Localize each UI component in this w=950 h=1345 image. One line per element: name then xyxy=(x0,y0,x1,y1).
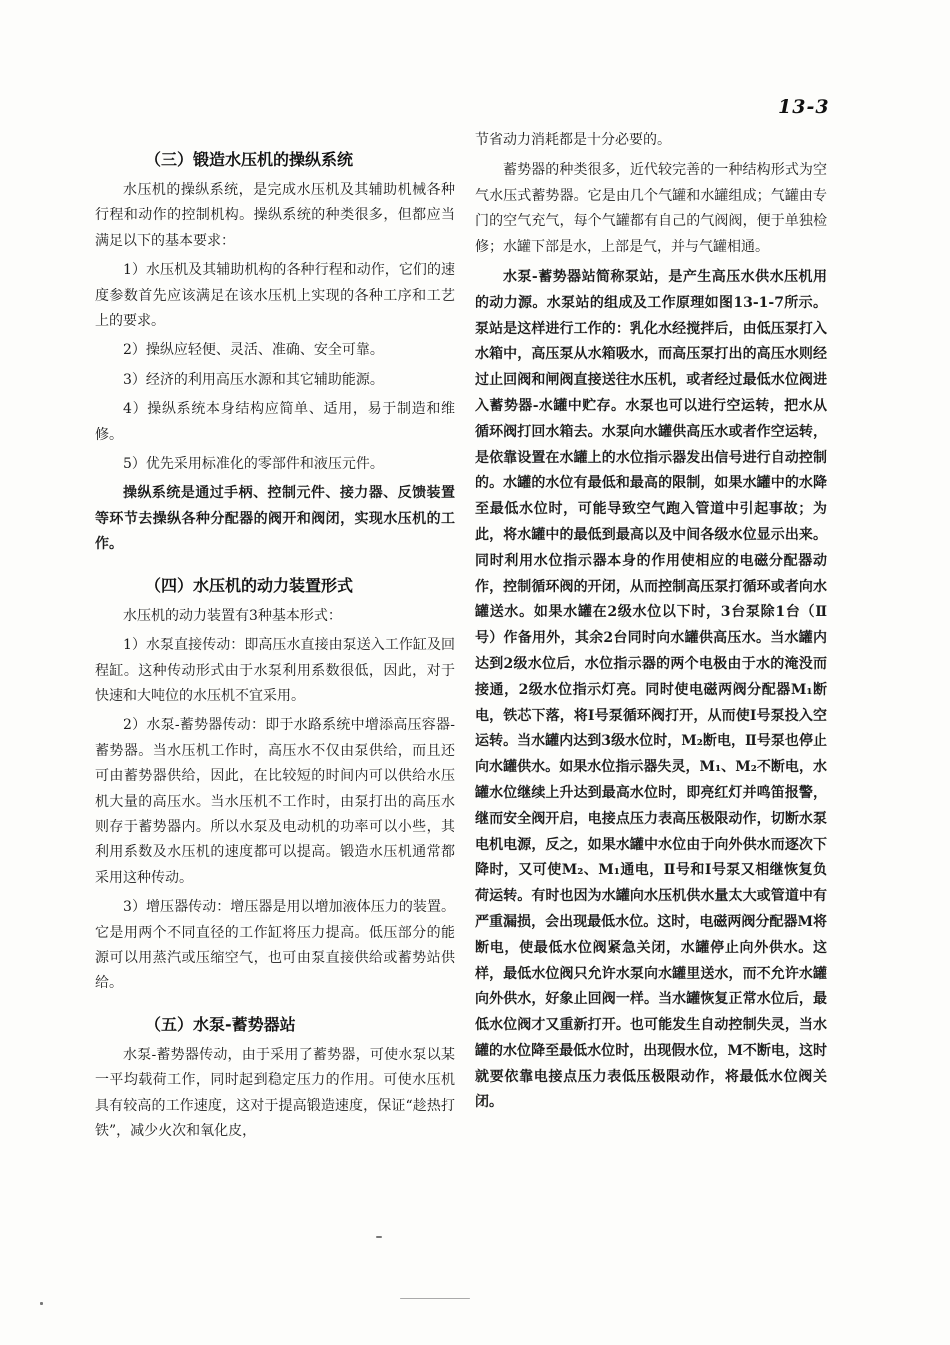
page-number: 13-3 xyxy=(778,96,830,118)
right-column xyxy=(475,128,827,1120)
section-3-intro: 水压机的操纵系统，是完成水压机及其辅助机械各种行程和动作的控制机构。操纵系统的种类很多，但都应当满足以下的基本要求： xyxy=(95,182,455,249)
left-column xyxy=(95,146,455,1148)
section-4-intro: 水压机的动力装置有3种基本形式： xyxy=(123,607,342,624)
scan-speck xyxy=(400,1298,470,1299)
requirement-1: 1）水压机及其辅助机构的各种行程和动作，它们的速度参数首先应该满足在该水压机上实现的各种工序和工艺上的要求。 xyxy=(95,262,455,330)
requirement-4: 4）操纵系统本身结构应简单、适用，易于制造和维修。 xyxy=(95,401,455,443)
section-4-heading: （四）水压机的动力装置形式 xyxy=(145,575,354,595)
requirement-3: 3）经济的利用高压水源和其它辅助能源。 xyxy=(123,371,384,388)
section-5-heading: （五）水泵-蓄势器站 xyxy=(145,1014,296,1034)
power-form-3: 3）增压器传动：增压器是用以增加液体压力的装置。它是用两个不同直径的工作缸将压力提高。低压部分的能源可以用蒸汽或压缩空气，也可由泵直接供给或蓄势站供给。 xyxy=(95,899,455,992)
accumulator-paragraph: 蓄势器的种类很多，近代较完善的一种结构形式为空气水压式蓄势器。它是由几个气罐和水罐组成；气罐由专门的空气充气，每个气罐都有自己的气阀阀，便于单独检修；水罐下部是水，上部是气，并与气罐相通。 xyxy=(475,161,827,256)
scan-speck xyxy=(376,1236,382,1238)
section-3-outro: 操纵系统是通过手柄、控制元件、接力器、反馈装置等环节去操纵各种分配器的阀开和阀闭，实现水压机的工作。 xyxy=(95,485,455,553)
power-form-1: 1）水泵直接传动：即高压水直接由泵送入工作缸及回程缸。这种传动形式由于水泵利用系数很低，因此，对于快速和大吨位的水压机不宜采用。 xyxy=(95,637,455,704)
continued-line: 节省动力消耗都是十分必要的。 xyxy=(475,132,671,148)
requirement-5: 5）优先采用标准化的零部件和液压元件。 xyxy=(123,456,384,473)
scan-speck xyxy=(40,1302,43,1305)
requirement-2: 2）操纵应轻便、灵活、准确、安全可靠。 xyxy=(123,342,384,359)
section-3-heading: （三）锻造水压机的操纵系统 xyxy=(145,150,354,169)
section-5-paragraph: 水泵-蓄势器传动，由于采用了蓄势器，可使水泵以某一平均载荷工作，同时起到稳定压力的作用。可使水压机具有较高的工作速度，这对于提高锻造速度，保证“趁热打铁”，减少火次和氧化皮， xyxy=(95,1046,455,1139)
power-form-2: 2）水泵-蓄势器传动：即于水路系统中增添高压容器-蓄势器。当水压机工作时，高压水不仅由泵供给，而且还可由蓄势器供给，因此，在比较短的时间内可以供给水压机大量的高压水。当水压机不工作时，由泵打出的高压水则存于蓄势器内。所以水泵及电动机的功率可以小些，其利用系数及水压机的速度都可以提高。锻造水压机通常都采用这种传动。 xyxy=(95,717,455,886)
pump-station-paragraph: 水泵-蓄势器站简称泵站，是产生高压水供水压机用的动力源。水泵站的组成及工作原理如图13-1-7所示。泵站是这样进行工作的：乳化水经搅拌后，由低压泵打入水箱中，高压泵从水箱吸水，而高压泵打出的高压水则经过止回阀和闸阀直接送往水压机，或者经过最低水位阀进入蓄势器-水罐中贮存。水泵也可以进行空运转，把水从循环阀打回水箱去。水泵向水罐供高压水或者作空运转，是依靠设置在水罐上的水位指示器发出信号进行自动控制的。水罐的水位有最低和最高的限制，如果水罐中的水降至最低水位时，可能导致空气跑入管道中引起事故；为此，将水罐中的最低到最高以及中间各级水位显示出来。同时利用水位指示器本身的作用使相应的电磁分配器动作，控制循环阀的开闭，从而控制高压泵打循环或者向水罐送水。如果水罐在2级水位以下时，3台泵除1台（Ⅱ号）作备用外，其余2台同时向水罐供高压水。当水罐内达到2级水位后，水位指示器的两个电极由于水的淹没而接通，2级水位指示灯亮。同时使电磁两阀分配器M₁断电，铁芯下落，将Ⅰ号泵循环阀打开，从而使Ⅰ号泵投入空运转。当水罐内达到3级水位时，M₂断电，Ⅱ号泵也停止向水罐供水。如果水位指示器失灵，M₁、M₂不断电，水罐水位继续上升达到最高水位时，即亮红灯并鸣笛报警，继而安全阀开启，电接点压力表高压极限动作，切断水泵电机电源，反之，如果水罐中水位由于向外供水而逐次下降时，又可使M₂、M₁通电，Ⅱ号和Ⅰ号泵又相继恢复负荷运转。有时也因为水罐向水压机供水量太大或管道中有严重漏损，会出现最低水位。这时，电磁两阀分配器M将断电，使最低水位阀紧急关闭，水罐停止向外供水。这样，最低水位阀只允许水泵向水罐里送水，而不允许水罐向外供水，好象止回阀一样。当水罐恢复正常水位后，最低水位阀才又重新打开。也可能发生自动控制失灵，当水罐的水位降至最低水位时，出现假水位，M不断电，这时就要依靠电接点压力表低压极限动作，将最低水位阀关闭。 xyxy=(475,268,827,1111)
